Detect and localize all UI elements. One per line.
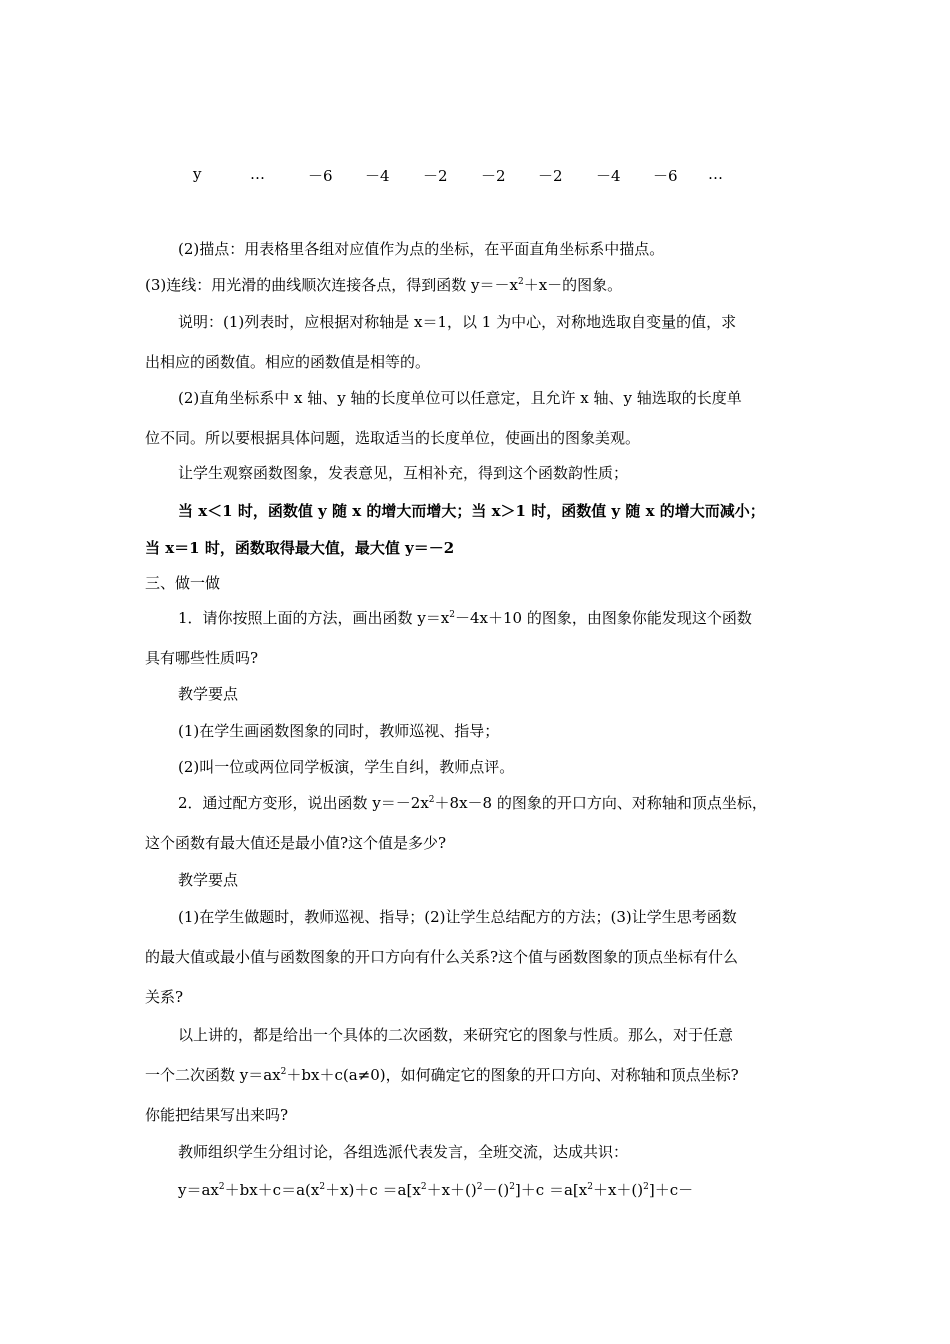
paragraph-line: 教学要点 [178,685,239,703]
paragraph-line: 这个函数有最大值还是最小值?这个值是多少? [145,834,447,852]
table-cell: －6 [653,167,678,185]
bold-conclusion-line: 当 x＝1 时，函数取得最大值，最大值 y＝－2 [145,539,455,557]
paragraph-line: 说明：(1)列表时，应根据对称轴是 x＝1，以 1 为中心，对称地选取自变量的值，求 [178,313,737,331]
paragraph-line: 1．请你按照上面的方法，画出函数 $y=x^2-4x+10$ 的图象，由图象你能发现这个函数 [178,609,752,627]
bold-conclusion-line: 当 x＜1 时，函数值 y 随 x 的增大而增大；当 x＞1 时，函数值 y 随 x 的增大而减小； [178,502,765,520]
paragraph-line: (1)在学生画函数图象的同时，教师巡视、指导； [178,722,500,740]
paragraph-line: 一个二次函数 $y=ax^2+bx+c(a\ne 0)$，如何确定它的图象的开口方向、对称轴和顶点坐标? [145,1066,739,1084]
paragraph-line: (2)叫一位或两位同学板演，学生自纠，教师点评。 [178,758,515,776]
paragraph-line: 出相应的函数值。相应的函数值是相等的。 [145,353,431,371]
paragraph-line: 2．通过配方变形，说出函数 $y=-2x^2+8x-8$ 的图象的开口方向、对称轴和顶点坐标， [178,794,767,812]
table-cell: －2 [481,167,506,185]
paragraph-line: 关系? [145,988,184,1006]
table-row-label: y [193,165,202,183]
table-cell: －2 [538,167,563,185]
value-table-row [0,165,950,187]
table-cell: －4 [596,167,621,185]
paragraph-line: 位不同。所以要根据具体问题，选取适当的长度单位，使画出的图象美观。 [145,429,641,447]
table-cell: －2 [423,167,448,185]
paragraph-line: (2)描点：用表格里各组对应值作为点的坐标，在平面直角坐标系中描点。 [178,240,665,258]
section-heading: 三、做一做 [145,574,221,592]
paragraph-line: (1)在学生做题时，教师巡视、指导；(2)让学生总结配方的方法；(3)让学生思考函数 [178,908,737,926]
formula-line: $y=ax^2+bx+c=a(x^2+x)+c =a[x^2+x+()^2-()^2]+c =a[x^2+x+()^2]+c-$ [178,1181,694,1199]
paragraph-line: 具有哪些性质吗? [145,649,259,667]
paragraph-line: 教学要点 [178,871,239,889]
paragraph-line: 以上讲的，都是给出一个具体的二次函数，来研究它的图象与性质。那么，对于任意 [178,1026,734,1044]
paragraph-line: 让学生观察函数图象，发表意见，互相补充，得到这个函数韵性质； [178,464,629,482]
paragraph-line: 教师组织学生分组讨论，各组选派代表发言，全班交流，达成共识： [178,1143,629,1161]
paragraph-line: 你能把结果写出来吗? [145,1106,289,1124]
paragraph-line: 的最大值或最小值与函数图象的开口方向有什么关系?这个值与函数图象的顶点坐标有什么 [145,948,739,966]
paragraph-line: (2)直角坐标系中 x 轴、y 轴的长度单位可以任意定，且允许 x 轴、y 轴选取的长度单 [178,389,742,407]
table-cell: －4 [365,167,390,185]
table-cell: －6 [308,167,333,185]
paragraph-line: (3)连线：用光滑的曲线顺次连接各点，得到函数 $y=-x^2+x-$的图象。 [145,276,623,294]
table-cell: … [708,165,723,183]
table-cell: … [250,165,265,183]
